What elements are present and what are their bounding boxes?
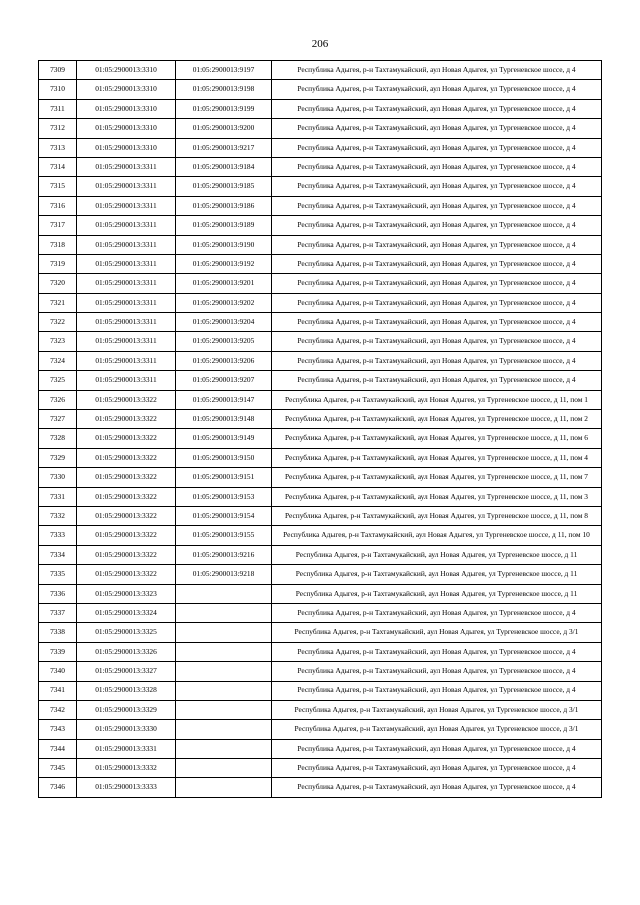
address-cell: Республика Адыгея, р-н Тахтамукайский, аул Новая Адыгея, ул Тургеневское шоссе, д 4 <box>272 759 602 778</box>
address-cell: Республика Адыгея, р-н Тахтамукайский, аул Новая Адыгея, ул Тургеневское шоссе, д 4 <box>272 216 602 235</box>
child-cadastral-cell: 01:05:2900013:9189 <box>176 216 272 235</box>
table-row <box>39 642 602 661</box>
parent-cadastral-cell: 01:05:2900013:3311 <box>77 332 176 351</box>
address-cell: Республика Адыгея, р-н Тахтамукайский, аул Новая Адыгея, ул Тургеневское шоссе, д 4 <box>272 603 602 622</box>
row-number-cell: 7341 <box>39 681 77 700</box>
row-number-cell: 7332 <box>39 506 77 525</box>
parent-cadastral-cell: 01:05:2900013:3311 <box>77 371 176 390</box>
address-cell: Республика Адыгея, р-н Тахтамукайский, аул Новая Адыгея, ул Тургеневское шоссе, д 4 <box>272 739 602 758</box>
parent-cadastral-cell: 01:05:2900013:3310 <box>77 138 176 157</box>
parent-cadastral-cell: 01:05:2900013:3311 <box>77 254 176 273</box>
child-cadastral-cell <box>176 759 272 778</box>
parent-cadastral-cell: 01:05:2900013:3327 <box>77 662 176 681</box>
table-row <box>39 603 602 622</box>
child-cadastral-cell <box>176 681 272 700</box>
row-number-cell: 7321 <box>39 293 77 312</box>
address-cell: Республика Адыгея, р-н Тахтамукайский, аул Новая Адыгея, ул Тургеневское шоссе, д 4 <box>272 332 602 351</box>
parent-cadastral-cell: 01:05:2900013:3310 <box>77 119 176 138</box>
table-body <box>39 61 602 798</box>
child-cadastral-cell: 01:05:2900013:9148 <box>176 410 272 429</box>
table-row <box>39 216 602 235</box>
address-cell: Республика Адыгея, р-н Тахтамукайский, аул Новая Адыгея, ул Тургеневское шоссе, д 3/1 <box>272 700 602 719</box>
parent-cadastral-cell: 01:05:2900013:3322 <box>77 390 176 409</box>
parent-cadastral-cell: 01:05:2900013:3325 <box>77 623 176 642</box>
row-number-cell: 7325 <box>39 371 77 390</box>
row-number-cell: 7313 <box>39 138 77 157</box>
parent-cadastral-cell: 01:05:2900013:3330 <box>77 720 176 739</box>
child-cadastral-cell <box>176 603 272 622</box>
child-cadastral-cell: 01:05:2900013:9147 <box>176 390 272 409</box>
table-row <box>39 80 602 99</box>
address-cell: Республика Адыгея, р-н Тахтамукайский, аул Новая Адыгея, ул Тургеневское шоссе, д 4 <box>272 138 602 157</box>
child-cadastral-cell: 01:05:2900013:9199 <box>176 99 272 118</box>
row-number-cell: 7345 <box>39 759 77 778</box>
child-cadastral-cell: 01:05:2900013:9198 <box>176 80 272 99</box>
parent-cadastral-cell: 01:05:2900013:3332 <box>77 759 176 778</box>
row-number-cell: 7323 <box>39 332 77 351</box>
parent-cadastral-cell: 01:05:2900013:3323 <box>77 584 176 603</box>
table-row <box>39 584 602 603</box>
row-number-cell: 7335 <box>39 565 77 584</box>
address-cell: Республика Адыгея, р-н Тахтамукайский, аул Новая Адыгея, ул Тургеневское шоссе, д 4 <box>272 293 602 312</box>
address-cell: Республика Адыгея, р-н Тахтамукайский, аул Новая Адыгея, ул Тургеневское шоссе, д 11, пом 4 <box>272 448 602 467</box>
table-row <box>39 410 602 429</box>
child-cadastral-cell <box>176 739 272 758</box>
child-cadastral-cell: 01:05:2900013:9207 <box>176 371 272 390</box>
child-cadastral-cell: 01:05:2900013:9150 <box>176 448 272 467</box>
child-cadastral-cell: 01:05:2900013:9200 <box>176 119 272 138</box>
parent-cadastral-cell: 01:05:2900013:3310 <box>77 61 176 80</box>
child-cadastral-cell: 01:05:2900013:9185 <box>176 177 272 196</box>
parent-cadastral-cell: 01:05:2900013:3322 <box>77 468 176 487</box>
address-cell: Республика Адыгея, р-н Тахтамукайский, аул Новая Адыгея, ул Тургеневское шоссе, д 11, пом 6 <box>272 429 602 448</box>
row-number-cell: 7331 <box>39 487 77 506</box>
table-row <box>39 313 602 332</box>
parent-cadastral-cell: 01:05:2900013:3311 <box>77 313 176 332</box>
address-cell: Республика Адыгея, р-н Тахтамукайский, аул Новая Адыгея, ул Тургеневское шоссе, д 11 <box>272 545 602 564</box>
address-cell: Республика Адыгея, р-н Тахтамукайский, аул Новая Адыгея, ул Тургеневское шоссе, д 4 <box>272 681 602 700</box>
table-row <box>39 545 602 564</box>
cadastral-table <box>38 60 602 798</box>
parent-cadastral-cell: 01:05:2900013:3322 <box>77 448 176 467</box>
row-number-cell: 7338 <box>39 623 77 642</box>
table-row <box>39 429 602 448</box>
address-cell: Республика Адыгея, р-н Тахтамукайский, аул Новая Адыгея, ул Тургеневское шоссе, д 4 <box>272 778 602 797</box>
parent-cadastral-cell: 01:05:2900013:3311 <box>77 196 176 215</box>
parent-cadastral-cell: 01:05:2900013:3311 <box>77 177 176 196</box>
parent-cadastral-cell: 01:05:2900013:3328 <box>77 681 176 700</box>
table-row <box>39 138 602 157</box>
row-number-cell: 7318 <box>39 235 77 254</box>
row-number-cell: 7336 <box>39 584 77 603</box>
child-cadastral-cell: 01:05:2900013:9197 <box>176 61 272 80</box>
row-number-cell: 7333 <box>39 526 77 545</box>
parent-cadastral-cell: 01:05:2900013:3322 <box>77 565 176 584</box>
row-number-cell: 7327 <box>39 410 77 429</box>
row-number-cell: 7342 <box>39 700 77 719</box>
row-number-cell: 7319 <box>39 254 77 273</box>
address-cell: Республика Адыгея, р-н Тахтамукайский, аул Новая Адыгея, ул Тургеневское шоссе, д 11, пом 10 <box>272 526 602 545</box>
row-number-cell: 7309 <box>39 61 77 80</box>
row-number-cell: 7310 <box>39 80 77 99</box>
row-number-cell: 7329 <box>39 448 77 467</box>
table-row <box>39 468 602 487</box>
address-cell: Республика Адыгея, р-н Тахтамукайский, аул Новая Адыгея, ул Тургеневское шоссе, д 4 <box>272 235 602 254</box>
table-row <box>39 177 602 196</box>
table-row <box>39 681 602 700</box>
table-row <box>39 371 602 390</box>
child-cadastral-cell: 01:05:2900013:9151 <box>176 468 272 487</box>
parent-cadastral-cell: 01:05:2900013:3322 <box>77 410 176 429</box>
parent-cadastral-cell: 01:05:2900013:3311 <box>77 351 176 370</box>
child-cadastral-cell: 01:05:2900013:9153 <box>176 487 272 506</box>
address-cell: Республика Адыгея, р-н Тахтамукайский, аул Новая Адыгея, ул Тургеневское шоссе, д 4 <box>272 157 602 176</box>
address-cell: Республика Адыгея, р-н Тахтамукайский, аул Новая Адыгея, ул Тургеневское шоссе, д 4 <box>272 99 602 118</box>
child-cadastral-cell: 01:05:2900013:9206 <box>176 351 272 370</box>
parent-cadastral-cell: 01:05:2900013:3322 <box>77 487 176 506</box>
table-row <box>39 526 602 545</box>
child-cadastral-cell: 01:05:2900013:9217 <box>176 138 272 157</box>
table-row <box>39 254 602 273</box>
child-cadastral-cell: 01:05:2900013:9216 <box>176 545 272 564</box>
address-cell: Республика Адыгея, р-н Тахтамукайский, аул Новая Адыгея, ул Тургеневское шоссе, д 4 <box>272 662 602 681</box>
table-row <box>39 565 602 584</box>
row-number-cell: 7330 <box>39 468 77 487</box>
row-number-cell: 7315 <box>39 177 77 196</box>
parent-cadastral-cell: 01:05:2900013:3324 <box>77 603 176 622</box>
row-number-cell: 7334 <box>39 545 77 564</box>
table-row <box>39 196 602 215</box>
row-number-cell: 7312 <box>39 119 77 138</box>
table-row <box>39 739 602 758</box>
row-number-cell: 7322 <box>39 313 77 332</box>
address-cell: Республика Адыгея, р-н Тахтамукайский, аул Новая Адыгея, ул Тургеневское шоссе, д 4 <box>272 351 602 370</box>
parent-cadastral-cell: 01:05:2900013:3333 <box>77 778 176 797</box>
child-cadastral-cell: 01:05:2900013:9205 <box>176 332 272 351</box>
table-row <box>39 506 602 525</box>
parent-cadastral-cell: 01:05:2900013:3311 <box>77 235 176 254</box>
child-cadastral-cell: 01:05:2900013:9184 <box>176 157 272 176</box>
address-cell: Республика Адыгея, р-н Тахтамукайский, аул Новая Адыгея, ул Тургеневское шоссе, д 3/1 <box>272 623 602 642</box>
table-row <box>39 351 602 370</box>
row-number-cell: 7337 <box>39 603 77 622</box>
table-row <box>39 332 602 351</box>
child-cadastral-cell <box>176 662 272 681</box>
row-number-cell: 7314 <box>39 157 77 176</box>
child-cadastral-cell: 01:05:2900013:9186 <box>176 196 272 215</box>
row-number-cell: 7311 <box>39 99 77 118</box>
child-cadastral-cell: 01:05:2900013:9202 <box>176 293 272 312</box>
parent-cadastral-cell: 01:05:2900013:3322 <box>77 506 176 525</box>
parent-cadastral-cell: 01:05:2900013:3311 <box>77 274 176 293</box>
child-cadastral-cell <box>176 700 272 719</box>
address-cell: Республика Адыгея, р-н Тахтамукайский, аул Новая Адыгея, ул Тургеневское шоссе, д 4 <box>272 274 602 293</box>
row-number-cell: 7316 <box>39 196 77 215</box>
parent-cadastral-cell: 01:05:2900013:3311 <box>77 157 176 176</box>
child-cadastral-cell <box>176 623 272 642</box>
child-cadastral-cell: 01:05:2900013:9190 <box>176 235 272 254</box>
address-cell: Республика Адыгея, р-н Тахтамукайский, аул Новая Адыгея, ул Тургеневское шоссе, д 4 <box>272 642 602 661</box>
row-number-cell: 7339 <box>39 642 77 661</box>
address-cell: Республика Адыгея, р-н Тахтамукайский, аул Новая Адыгея, ул Тургеневское шоссе, д 4 <box>272 254 602 273</box>
table-row <box>39 623 602 642</box>
table-row <box>39 448 602 467</box>
table-row <box>39 99 602 118</box>
table-row <box>39 720 602 739</box>
row-number-cell: 7343 <box>39 720 77 739</box>
child-cadastral-cell <box>176 720 272 739</box>
table-row <box>39 61 602 80</box>
address-cell: Республика Адыгея, р-н Тахтамукайский, аул Новая Адыгея, ул Тургеневское шоссе, д 3/1 <box>272 720 602 739</box>
address-cell: Республика Адыгея, р-н Тахтамукайский, аул Новая Адыгея, ул Тургеневское шоссе, д 4 <box>272 80 602 99</box>
child-cadastral-cell: 01:05:2900013:9192 <box>176 254 272 273</box>
address-cell: Республика Адыгея, р-н Тахтамукайский, аул Новая Адыгея, ул Тургеневское шоссе, д 11 <box>272 565 602 584</box>
row-number-cell: 7328 <box>39 429 77 448</box>
parent-cadastral-cell: 01:05:2900013:3310 <box>77 99 176 118</box>
table-row <box>39 293 602 312</box>
table-row <box>39 700 602 719</box>
row-number-cell: 7324 <box>39 351 77 370</box>
child-cadastral-cell <box>176 642 272 661</box>
table-row <box>39 119 602 138</box>
parent-cadastral-cell: 01:05:2900013:3329 <box>77 700 176 719</box>
table-row <box>39 662 602 681</box>
address-cell: Республика Адыгея, р-н Тахтамукайский, аул Новая Адыгея, ул Тургеневское шоссе, д 4 <box>272 119 602 138</box>
parent-cadastral-cell: 01:05:2900013:3322 <box>77 429 176 448</box>
table-row <box>39 235 602 254</box>
address-cell: Республика Адыгея, р-н Тахтамукайский, аул Новая Адыгея, ул Тургеневское шоссе, д 11 <box>272 584 602 603</box>
address-cell: Республика Адыгея, р-н Тахтамукайский, аул Новая Адыгея, ул Тургеневское шоссе, д 11, пом 7 <box>272 468 602 487</box>
parent-cadastral-cell: 01:05:2900013:3326 <box>77 642 176 661</box>
table-row <box>39 274 602 293</box>
table-row <box>39 487 602 506</box>
child-cadastral-cell <box>176 584 272 603</box>
address-cell: Республика Адыгея, р-н Тахтамукайский, аул Новая Адыгея, ул Тургеневское шоссе, д 4 <box>272 313 602 332</box>
table-row <box>39 759 602 778</box>
row-number-cell: 7317 <box>39 216 77 235</box>
parent-cadastral-cell: 01:05:2900013:3331 <box>77 739 176 758</box>
address-cell: Республика Адыгея, р-н Тахтамукайский, аул Новая Адыгея, ул Тургеневское шоссе, д 4 <box>272 196 602 215</box>
address-cell: Республика Адыгея, р-н Тахтамукайский, аул Новая Адыгея, ул Тургеневское шоссе, д 4 <box>272 177 602 196</box>
child-cadastral-cell: 01:05:2900013:9218 <box>176 565 272 584</box>
address-cell: Республика Адыгея, р-н Тахтамукайский, аул Новая Адыгея, ул Тургеневское шоссе, д 11, пом 2 <box>272 410 602 429</box>
address-cell: Республика Адыгея, р-н Тахтамукайский, аул Новая Адыгея, ул Тургеневское шоссе, д 11, пом 1 <box>272 390 602 409</box>
child-cadastral-cell: 01:05:2900013:9154 <box>176 506 272 525</box>
child-cadastral-cell: 01:05:2900013:9149 <box>176 429 272 448</box>
row-number-cell: 7326 <box>39 390 77 409</box>
row-number-cell: 7340 <box>39 662 77 681</box>
page-number: 206 <box>311 38 329 50</box>
address-cell: Республика Адыгея, р-н Тахтамукайский, аул Новая Адыгея, ул Тургеневское шоссе, д 11, пом 8 <box>272 506 602 525</box>
parent-cadastral-cell: 01:05:2900013:3310 <box>77 80 176 99</box>
address-cell: Республика Адыгея, р-н Тахтамукайский, аул Новая Адыгея, ул Тургеневское шоссе, д 4 <box>272 61 602 80</box>
row-number-cell: 7346 <box>39 778 77 797</box>
parent-cadastral-cell: 01:05:2900013:3322 <box>77 526 176 545</box>
child-cadastral-cell: 01:05:2900013:9204 <box>176 313 272 332</box>
parent-cadastral-cell: 01:05:2900013:3311 <box>77 293 176 312</box>
parent-cadastral-cell: 01:05:2900013:3322 <box>77 545 176 564</box>
table-row <box>39 390 602 409</box>
table-row <box>39 157 602 176</box>
child-cadastral-cell: 01:05:2900013:9155 <box>176 526 272 545</box>
address-cell: Республика Адыгея, р-н Тахтамукайский, аул Новая Адыгея, ул Тургеневское шоссе, д 11, пом 3 <box>272 487 602 506</box>
parent-cadastral-cell: 01:05:2900013:3311 <box>77 216 176 235</box>
child-cadastral-cell <box>176 778 272 797</box>
address-cell: Республика Адыгея, р-н Тахтамукайский, аул Новая Адыгея, ул Тургеневское шоссе, д 4 <box>272 371 602 390</box>
row-number-cell: 7320 <box>39 274 77 293</box>
row-number-cell: 7344 <box>39 739 77 758</box>
table-row <box>39 778 602 797</box>
child-cadastral-cell: 01:05:2900013:9201 <box>176 274 272 293</box>
